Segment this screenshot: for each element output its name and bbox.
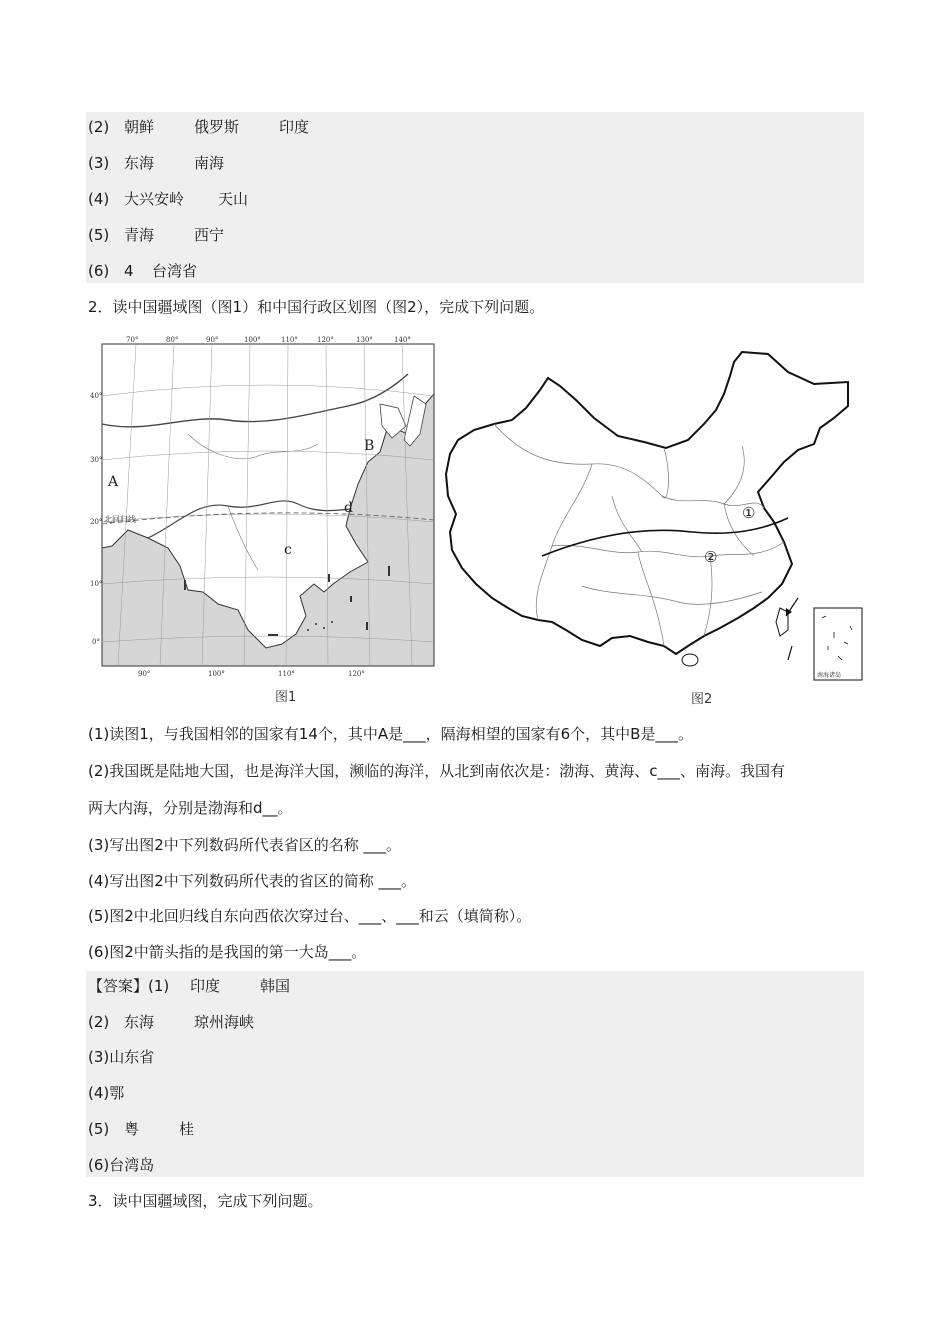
figure-2-admin-map [442,346,866,682]
answer-item: 粤 [124,1120,140,1138]
row-number: (4) [88,190,110,208]
answer-row [88,974,290,998]
latitude-label: 10° [90,580,103,588]
bottom-longitude-label: 120° [348,670,365,678]
answer-block-2 [86,971,864,1177]
tropic-label: 北回归线 [104,515,136,524]
sub-question-3: (3)写出图2中下列数码所代表省区的名称 ___。 [88,836,402,854]
answer-row: (3)山东省 [88,1048,155,1066]
answer-row [88,259,197,283]
top-longitude-label: 70° [126,336,139,344]
latitude-label: 20° [90,518,103,526]
row-number: (3) [88,154,110,172]
marker-a: A [108,474,119,490]
answer-item: 东海 [124,1013,155,1031]
top-longitude-label: 110° [281,336,298,344]
figure-2-caption: 图2 [691,692,713,707]
top-longitude-label: 100° [244,336,261,344]
answer-item: 南海 [194,154,225,172]
figure-1-caption: 图1 [275,690,297,705]
answer-item: 西宁 [194,226,225,244]
answer-item: 桂 [179,1120,195,1138]
answer-row [88,187,248,211]
row-number: (6) [88,262,110,280]
answer-item: 大兴安岭 [124,190,185,208]
answer-item: 俄罗斯 [194,118,240,136]
marker-d: d [344,500,353,516]
marker-c: c [284,542,292,558]
row-number: (2) [88,1013,110,1031]
answer-row [88,1010,254,1034]
sub-question-2-continued: 两大内海，分别是渤海和d__。 [88,799,293,817]
answer-item: 琼州海峡 [194,1013,255,1031]
sub-question-4: (4)写出图2中下列数码所代表的省区的简称 ___。 [88,872,417,890]
answer-row: (6)台湾岛 [88,1156,155,1174]
answer-item: 天山 [218,190,249,208]
answer-row: (4)鄂 [88,1084,125,1102]
answer-item: 韩国 [260,977,291,995]
marker-two: ② [704,548,718,566]
top-longitude-label: 140° [394,336,411,344]
answer-item: 朝鲜 [124,118,155,136]
bottom-longitude-label: 90° [138,670,151,678]
answer-item: 印度 [279,118,310,136]
answer-item: 台湾省 [152,262,198,280]
row-number: (5) [88,226,110,244]
marker-one: ① [742,504,756,522]
sub-question-2: (2)我国既是陆地大国，也是海洋大国，濒临的海洋，从北到南依次是：渤海、黄海、c___、南海。我国有 [88,762,785,780]
row-number: (5) [88,1120,110,1138]
answer-item: 印度 [190,977,221,995]
sub-question-6: (6)图2中箭头指的是我国的第一大岛___。 [88,943,367,961]
figure-1-territory-map [88,334,438,679]
latitude-label: 30° [90,456,103,464]
answer-row [88,1117,194,1141]
question-2-prompt: 2．读中国疆域图（图1）和中国行政区划图（图2），完成下列问题。 [88,298,545,316]
top-longitude-label: 90° [206,336,219,344]
top-longitude-label: 120° [317,336,334,344]
answer-item: 青海 [124,226,155,244]
question-3-prompt: 3．读中国疆域图，完成下列问题。 [88,1192,323,1210]
answer-item: 4 [124,262,134,280]
answer-row [88,151,224,175]
sub-question-5: (5)图2中北回归线自东向西依次穿过台、___、___和云（填简称）。 [88,907,532,925]
inset-label: 南海诸岛 [817,672,842,679]
marker-b: B [364,438,375,454]
top-longitude-label: 130° [356,336,373,344]
top-longitude-label: 80° [166,336,179,344]
answer-head: 【答案】(1) [88,977,170,995]
row-number: (2) [88,118,110,136]
latitude-label: 0° [92,638,100,646]
answer-item: 东海 [124,154,155,172]
bottom-longitude-label: 110° [278,670,295,678]
answer-row [88,115,309,139]
answer-row [88,223,224,247]
bottom-longitude-label: 100° [208,670,225,678]
latitude-label: 40° [90,392,103,400]
sub-question-1: (1)读图1，与我国相邻的国家有14个，其中A是___，隔海相望的国家有6个，其中B是___。 [88,725,693,743]
